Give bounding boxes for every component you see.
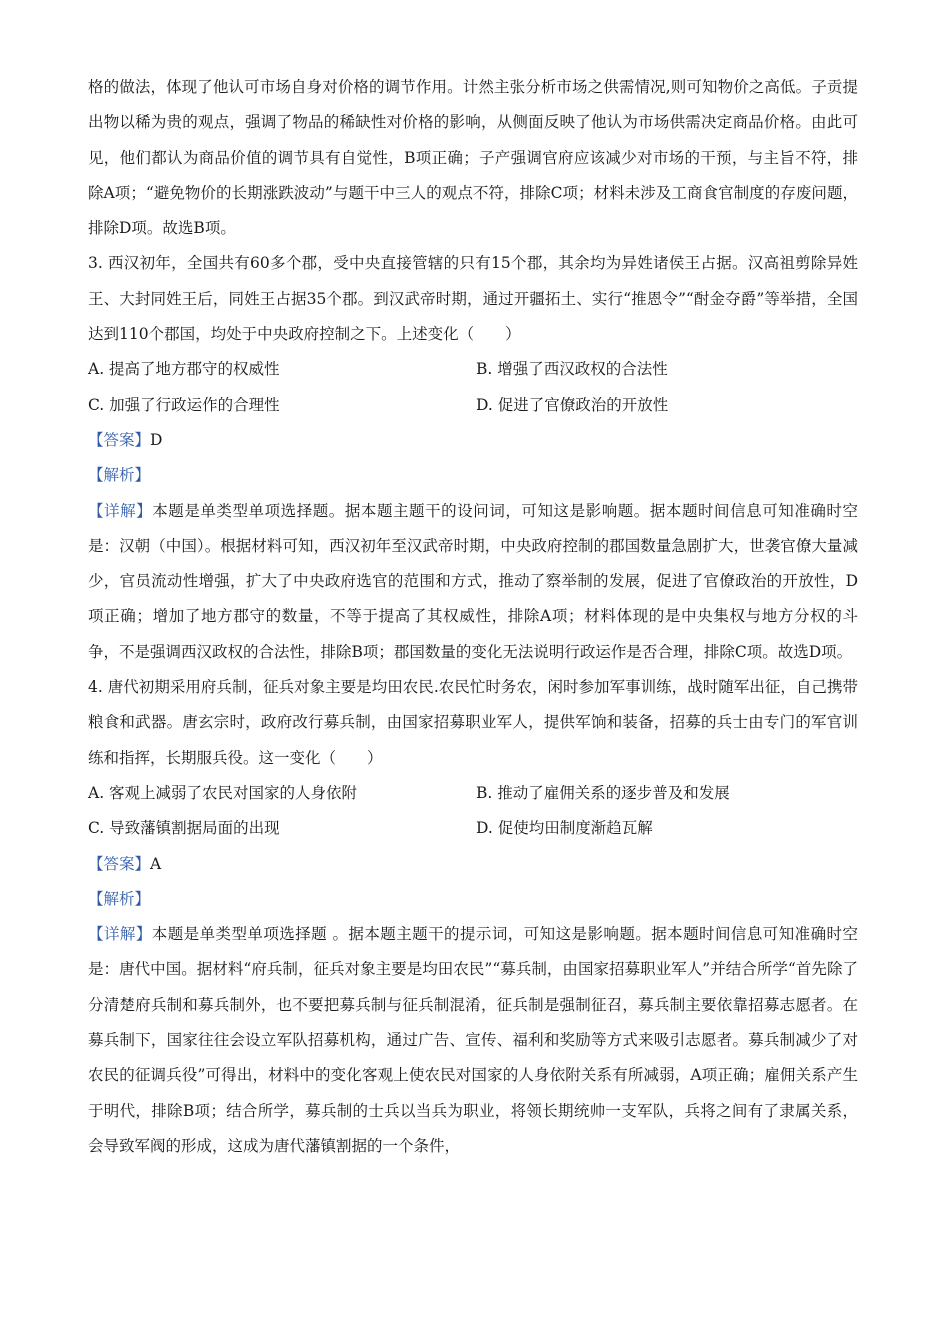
question-4-answer: [88, 847, 858, 882]
question-3-detail: [88, 494, 858, 670]
detail-tag: 【详解】: [88, 501, 153, 520]
question-3-answer: [88, 423, 858, 458]
question-3-options: [88, 352, 858, 423]
question-3-option-d: D. 促进了官僚政治的开放性: [476, 395, 669, 414]
question-4-detail-text: 本题是单类型单项选择题 。据本题主题干的提示词，可知这是影响题。据本题时间信息可知准确时空是：唐代中国。据材料“府兵制，征兵对象主要是均田农民”“募兵制，由国家招募职业军人”并结合所学“首先除了分清楚府兵制和募兵制外，也不要把募兵制与征兵制混淆，征兵制是强制征召，募兵制主要依靠招募志愿者。在募兵制下，国家往往会设立军队招募机构，通过广告、宣传、福利和奖励等方式来吸引志愿者。募兵制减少了对农民的征调兵役”可得出，材料中的变化客观上使农民对国家的人身依附关系有所减弱，A项正确；雇佣关系产生于明代，排除B项；结合所学，募兵制的士兵以当兵为职业，将领长期统帅一支军队，兵将之间有了隶属关系，会导致军阀的形成，这成为唐代藩镇割据的一个条件，: [88, 925, 858, 1155]
question-4-analysis: [88, 882, 858, 917]
question-4-option-d: D. 促使均田制度渐趋瓦解: [476, 819, 653, 838]
question-4-option-b: B. 推动了雇佣关系的逐步普及和发展: [476, 783, 730, 802]
question-3-analysis: [88, 458, 858, 493]
question-4-option-c: C. 导致藩镇割据局面的出现: [88, 819, 280, 838]
answer-tag: 【答案】: [88, 854, 151, 873]
document-page: [88, 70, 858, 1164]
question-3-stem: 3. 西汉初年，全国共有60多个郡，受中央直接管辖的只有15个郡，其余均为异姓诸侯王占据。汉高祖剪除异姓王、大封同姓王后，同姓王占据35个郡。到汉武帝时期，通过开疆拓土、实行“推恩令”“酎金夺爵”等举措，全国达到110个郡国，均处于中央政府控制之下。上述变化（ ）: [88, 254, 858, 344]
question-3-option-b: B. 增强了西汉政权的合法性: [476, 360, 668, 379]
question-4-options: [88, 776, 858, 847]
analysis-tag: 【解析】: [88, 466, 151, 485]
detail-tag: 【详解】: [88, 925, 152, 944]
question-3-option-a: A. 提高了地方郡守的权威性: [88, 360, 280, 379]
question-4-answer-value: A: [150, 854, 162, 873]
question-3-answer-value: D: [150, 430, 163, 449]
question-4-stem: 4. 唐代初期采用府兵制，征兵对象主要是均田农民.农民忙时务农，闲时参加军事训练，战时随军出征，自己携带粮食和武器。唐玄宗时，政府改行募兵制，由国家招募职业军人，提供军饷和装备，招募的兵士由专门的军官训练和指挥，长期服兵役。这一变化（ ）: [88, 678, 858, 767]
previous-explanation-continuation: 格的做法，体现了他认可市场自身对价格的调节作用。计然主张分析市场之供需情况,则可知物价之高低。子贡提出物以稀为贵的观点，强调了物品的稀缺性对价格的影响，从侧面反映了他认为市场供需决定商品价格。由此可见，他们都认为商品价值的调节具有自觉性，B项正确；子产强调官府应该减少对市场的干预，与主旨不符，排除A项；“避免物价的长期涨跌波动”与题干中三人的观点不符，排除C项；材料未涉及工商食官制度的存废问题，排除D项。故选B项。: [88, 78, 858, 238]
question-3-option-c: C. 加强了行政运作的合理性: [88, 395, 280, 414]
question-3-detail-text: 本题是单类型单项选择题。据本题主题干的设问词，可知这是影响题。据本题时间信息可知准确时空是：汉朝（中国）。根据材料可知，西汉初年至汉武帝时期，中央政府控制的郡国数量急剧扩大，世袭官僚大量减少，官员流动性增强，扩大了中央政府选官的范围和方式，推动了察举制的发展，促进了官僚政治的开放性，D项正确；增加了地方郡守的数量，不等于提高了其权威性，排除A项；材料体现的是中央集权与地方分权的斗争，不是强调西汉政权的合法性，排除B项；郡国数量的变化无法说明行政运作是否合理，排除C项。故选D项。: [88, 501, 858, 661]
question-4-detail: [88, 917, 858, 1164]
answer-tag: 【答案】: [88, 430, 151, 449]
analysis-tag: 【解析】: [88, 889, 151, 908]
question-4-option-a: A. 客观上减弱了农民对国家的人身依附: [88, 783, 358, 802]
